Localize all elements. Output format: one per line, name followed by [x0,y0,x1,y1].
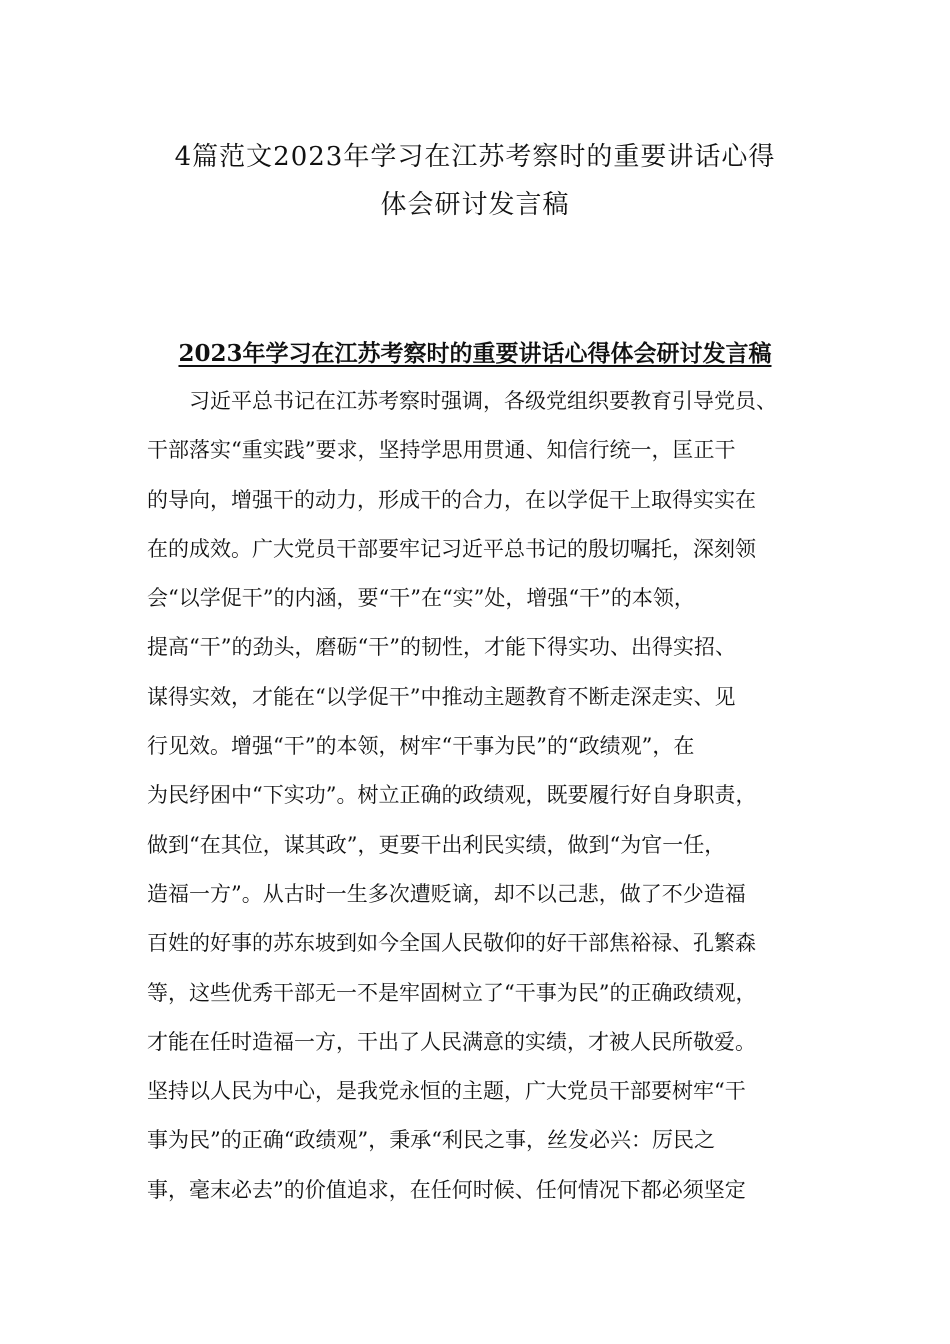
body-line: 事为民”的正确“政绩观”，秉承“利民之事，丝发必兴：厉民之 [147,1128,715,1153]
section-heading: 2023年学习在江苏考察时的重要讲话心得体会研讨发言稿 [178,340,772,367]
body-line: 在的成效。广大党员干部要牢记习近平总书记的殷切嘱托，深刻领 [147,536,756,561]
document-title-line-1: 4篇范文2023年学习在江苏考察时的重要讲话心得 [174,142,776,172]
body-line: 为民纾困中“下实功”。树立正确的政绩观，既要履行好自身职责， [147,783,757,808]
body-line: 事，毫末必去”的价值追求，在任何时候、任何情况下都必须坚定 [147,1177,746,1202]
body-line: 谋得实效，才能在“以学促干”中推动主题教育不断走深走实、见 [147,684,736,709]
body-line: 习近平总书记在江苏考察时强调，各级党组织要教育引导党员、 [189,389,777,413]
body-line: 才能在任时造福一方，干出了人民满意的实绩，才被人民所敬爱。 [147,1029,756,1054]
body-line: 百姓的好事的苏东坡到如今全国人民敬仰的好干部焦裕禄、孔繁森 [147,931,756,956]
body-line: 等，这些优秀干部无一不是牢固树立了“干事为民”的正确政绩观， [147,980,757,1005]
body-line: 干部落实“重实践”要求，坚持学思用贯通、知信行统一，匡正干 [147,438,736,463]
body-line: 造福一方”。从古时一生多次遭贬谪，却不以己悲，做了不少造福 [147,881,746,906]
body-line: 的导向，增强干的动力，形成干的合力，在以学促干上取得实实在 [147,487,756,512]
body-line: 坚持以人民为中心，是我党永恒的主题，广大党员干部要树牢“干 [147,1079,746,1104]
body-line: 行见效。增强“干”的本领，树牢“干事为民”的“政绩观”，在 [147,734,695,759]
body-line: 做到“在其位，谋其政”，更要干出利民实绩，做到“为官一任， [147,832,726,857]
body-line: 会“以学促干”的内涵，要“干”在“实”处，增强“干”的本领， [147,586,695,611]
document-title-line-2: 体会研讨发言稿 [380,190,570,220]
body-paragraph [147,377,827,1215]
body-line: 提高“干”的劲头，磨砺“干”的韧性，才能下得实功、出得实招、 [147,635,736,660]
